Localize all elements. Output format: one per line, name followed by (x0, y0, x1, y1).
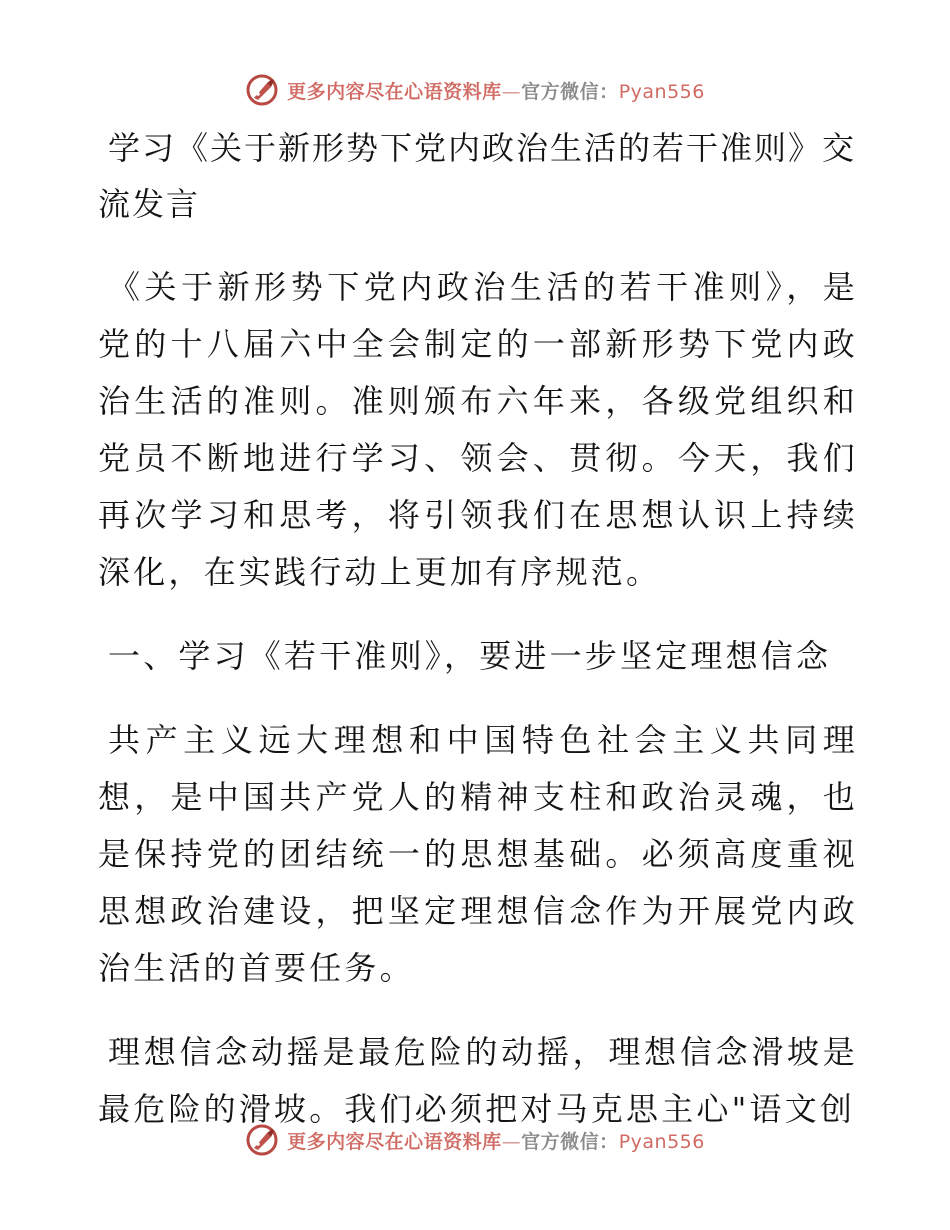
pen-nib-logo-icon (245, 73, 279, 107)
watermark-wechat-id: Pyan556 (618, 1130, 705, 1153)
spacer (98, 232, 858, 259)
watermark-text (287, 1127, 705, 1154)
header-watermark-banner (0, 70, 950, 110)
spacer (98, 601, 858, 628)
watermark-brand: 更多内容尽在心语资料库 (287, 80, 502, 103)
watermark-label: 官方微信： (521, 1130, 619, 1153)
footer-watermark-banner (0, 1120, 950, 1160)
watermark-label: 官方微信： (521, 80, 619, 103)
pen-nib-logo-icon (245, 1123, 279, 1157)
paragraph-faith: 理想信念动摇是最危险的动摇，理想信念滑坡是最危险的滑坡。我们必须把对马克思主心"语文创 (98, 1033, 858, 1128)
paragraph-ideals: 共产主义远大理想和中国特色社会主义共同理想，是中国共产党人的精神支柱和政治灵魂，也是保持党的团结统一的思想基础。必须高度重视思想政治建设，把坚定理想信念作为开展党内政治生活的首要任务。 (98, 721, 858, 987)
spacer (98, 685, 858, 712)
watermark-dash: — (501, 1130, 522, 1153)
section-heading-1: 一、学习《若干准则》，要进一步坚定理想信念 (108, 637, 832, 675)
spacer (98, 997, 858, 1024)
watermark-dash: — (501, 80, 522, 103)
watermark-brand: 更多内容尽在心语资料库 (287, 1130, 502, 1153)
watermark-text (287, 77, 705, 104)
watermark-wechat-id: Pyan556 (618, 80, 705, 103)
document-title: 学习《关于新形势下党内政治生活的若干准则》交流发言 (98, 129, 857, 223)
paragraph-intro: 《关于新形势下党内政治生活的若干准则》，是党的十八届六中全会制定的一部新形势下党内政治生活的准则。准则颁布六年来，各级党组织和党员不断地进行学习、领会、贯彻。今天，我们再次学习和思考，将引领我们在思想认识上持续深化，在实践行动上更加有序规范。 (98, 268, 858, 591)
document-body (98, 120, 858, 1138)
